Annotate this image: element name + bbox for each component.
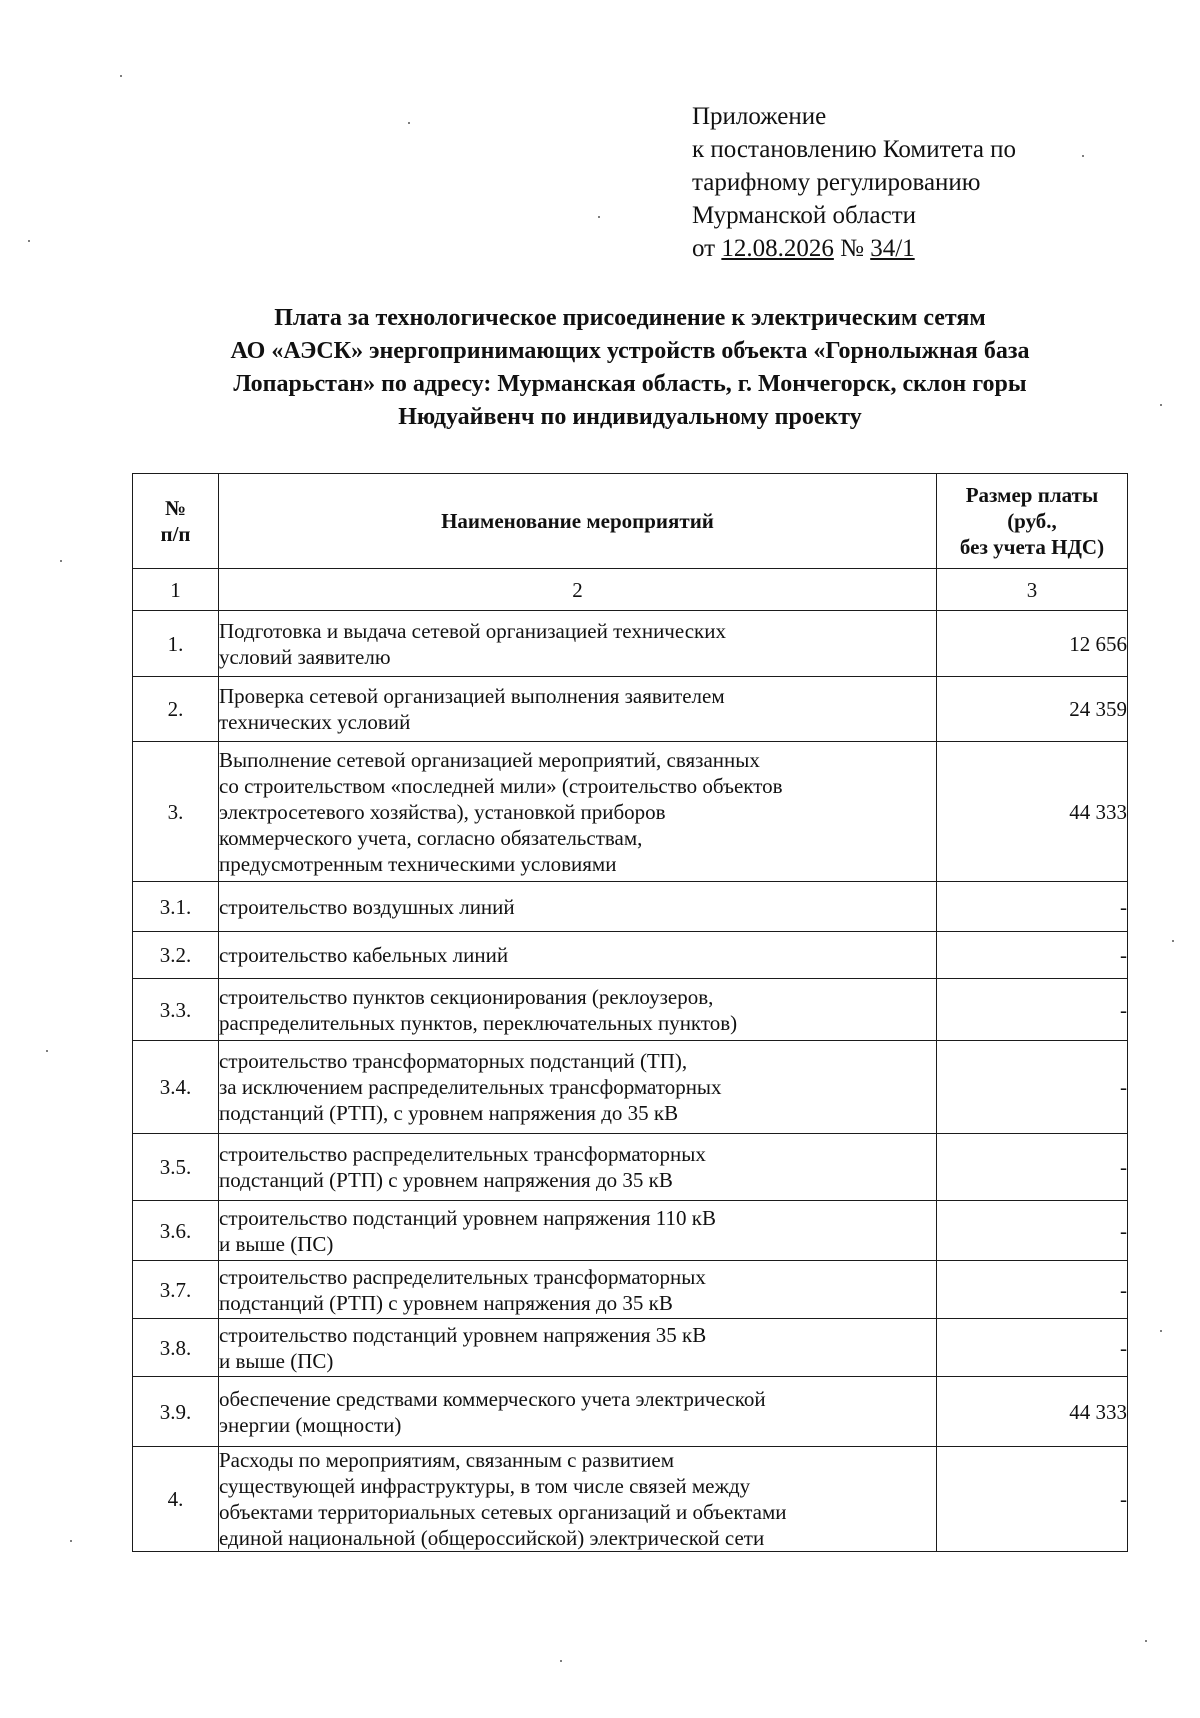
row-activity-name (219, 742, 937, 882)
activity-name-line: и выше (ПС) (219, 1348, 334, 1373)
table-row (133, 1377, 1128, 1447)
activity-name-line: единой национальной (общероссийской) электрической сети (219, 1526, 765, 1550)
row-fee-value: - (937, 932, 1128, 979)
table-row (133, 677, 1128, 742)
activity-name-line: условий заявителю (219, 644, 391, 669)
row-fee-value: 44 333 (937, 742, 1128, 882)
activity-name-line: электросетевого хозяйства), установкой приборов (219, 799, 666, 824)
header-name: Наименование мероприятий (219, 474, 937, 569)
activity-name-line: распределительных пунктов, переключательных пунктов) (219, 1010, 738, 1035)
row-fee-value: - (937, 979, 1128, 1041)
activity-name-line: строительство распределительных трансформаторных (219, 1264, 706, 1289)
scan-speck (1160, 1330, 1162, 1332)
table-row (133, 932, 1128, 979)
table-row (133, 1134, 1128, 1201)
activity-name-line: технических условий (219, 710, 411, 734)
scan-speck (46, 1050, 48, 1052)
row-activity-name (219, 882, 937, 932)
row-number: 3.3. (133, 979, 219, 1041)
scan-speck (560, 1660, 562, 1662)
row-number: 2. (133, 677, 219, 742)
activity-name-line: Расходы по мероприятиям, связанным с развитием (219, 1448, 675, 1472)
column-numbers-row (133, 569, 1128, 611)
activity-name-line: и выше (ПС) (219, 1231, 334, 1256)
table-row (133, 979, 1128, 1041)
scan-speck (598, 216, 600, 218)
table-row (133, 1447, 1128, 1552)
activity-name-line: обеспечение средствами коммерческого учета электрической (219, 1386, 766, 1411)
row-activity-name (219, 1201, 937, 1261)
row-fee-value: - (937, 882, 1128, 932)
title-line: Нюдуайвенч по индивидуальному проекту (398, 404, 862, 430)
table-body (133, 611, 1128, 1552)
row-number: 1. (133, 611, 219, 677)
row-activity-name (219, 611, 937, 677)
table-row (133, 742, 1128, 882)
row-number: 3.8. (133, 1319, 219, 1377)
row-activity-name (219, 1134, 937, 1201)
header-number-line: п/п (160, 522, 191, 546)
activity-name-line: подстанций (РТП), с уровнем напряжения до 35 кВ (219, 1101, 679, 1125)
scan-speck (1145, 1640, 1147, 1642)
activity-name-line: строительство распределительных трансформаторных (219, 1142, 706, 1166)
row-number: 3.4. (133, 1041, 219, 1134)
appendix-line: Приложение (692, 103, 827, 130)
title-line: АО «АЭСК» энергопринимающих устройств объекта «Горнолыжная база (230, 338, 1030, 364)
table-row (133, 1201, 1128, 1261)
activity-name-line: строительство кабельных линий (219, 943, 509, 967)
scan-speck (60, 560, 62, 562)
from-label: от (692, 235, 716, 262)
row-fee-value: - (937, 1134, 1128, 1201)
header-size-line: без учета НДС) (959, 535, 1105, 559)
title-line: Лопарьстан» по адресу: Мурманская область, г. Мончегорск, склон горы (233, 371, 1027, 397)
document-title (130, 302, 1130, 434)
row-activity-name (219, 1319, 937, 1377)
row-activity-name (219, 1377, 937, 1447)
appendix-block (692, 100, 1152, 265)
title-line: Плата за технологическое присоединение к электрическим сетям (274, 305, 986, 331)
scan-speck (28, 240, 30, 242)
appendix-date-line (692, 232, 1152, 265)
activity-name-line: строительство подстанций уровнем напряжения 35 кВ (219, 1322, 707, 1347)
number-sign: № (840, 235, 864, 262)
resolution-number: 34/1 (870, 235, 915, 262)
scan-speck (1160, 404, 1162, 406)
scan-speck (1172, 940, 1174, 942)
row-activity-name (219, 932, 937, 979)
scan-speck (120, 75, 122, 77)
row-fee-value: - (937, 1201, 1128, 1261)
row-number: 4. (133, 1447, 219, 1552)
table-row (133, 1319, 1128, 1377)
row-activity-name (219, 677, 937, 742)
row-activity-name (219, 1041, 937, 1134)
column-number: 2 (219, 569, 937, 611)
row-fee-value: - (937, 1319, 1128, 1377)
activity-name-line: Выполнение сетевой организацией мероприятий, связанных (219, 747, 760, 772)
row-number: 3.6. (133, 1201, 219, 1261)
row-fee-value: - (937, 1447, 1128, 1552)
header-size-line: Размер платы (965, 483, 1099, 507)
appendix-line: тарифному регулированию (692, 169, 981, 196)
activity-name-line: строительство пунктов секционирования (реклоузеров, (219, 984, 714, 1009)
activity-name-line: энергии (мощности) (219, 1412, 402, 1437)
appendix-line: к постановлению Комитета по (692, 136, 1017, 163)
table-row (133, 882, 1128, 932)
activity-name-line: существующей инфраструктуры, в том числе связей между (219, 1474, 751, 1498)
row-activity-name (219, 1447, 937, 1552)
resolution-date: 12.08.2026 (721, 235, 834, 262)
row-number: 3. (133, 742, 219, 882)
header-size (937, 474, 1128, 569)
header-number (133, 474, 219, 569)
row-fee-value: 24 359 (937, 677, 1128, 742)
row-fee-value: 12 656 (937, 611, 1128, 677)
column-number: 1 (133, 569, 219, 611)
header-number-line: № (164, 496, 187, 520)
scan-speck (1082, 155, 1084, 157)
activity-name-line: коммерческого учета, согласно обязательствам, (219, 825, 643, 850)
scan-speck (408, 122, 410, 124)
activity-name-line: строительство подстанций уровнем напряжения 110 кВ (219, 1205, 716, 1230)
fee-table (132, 473, 1128, 1552)
activity-name-line: Проверка сетевой организацией выполнения заявителем (219, 684, 725, 708)
activity-name-line: строительство воздушных линий (219, 894, 515, 919)
header-size-line: (руб., (1007, 509, 1057, 533)
table-row (133, 611, 1128, 677)
activity-name-line: подстанций (РТП) с уровнем напряжения до 35 кВ (219, 1290, 673, 1315)
row-fee-value: - (937, 1261, 1128, 1319)
activity-name-line: со строительством «последней мили» (строительство объектов (219, 773, 783, 798)
row-fee-value: 44 333 (937, 1377, 1128, 1447)
row-number: 3.2. (133, 932, 219, 979)
table-row (133, 1041, 1128, 1134)
activity-name-line: строительство трансформаторных подстанций (ТП), (219, 1049, 688, 1073)
row-number: 3.5. (133, 1134, 219, 1201)
table-row (133, 1261, 1128, 1319)
row-activity-name (219, 1261, 937, 1319)
table-header-row (133, 474, 1128, 569)
row-activity-name (219, 979, 937, 1041)
row-number: 3.7. (133, 1261, 219, 1319)
row-number: 3.1. (133, 882, 219, 932)
row-fee-value: - (937, 1041, 1128, 1134)
activity-name-line: подстанций (РТП) с уровнем напряжения до 35 кВ (219, 1168, 673, 1192)
scan-speck (70, 1540, 72, 1542)
appendix-line: Мурманской области (692, 202, 917, 229)
activity-name-line: предусмотренным техническими условиями (219, 851, 617, 876)
activity-name-line: Подготовка и выдача сетевой организацией технических (219, 618, 726, 643)
column-number: 3 (937, 569, 1128, 611)
activity-name-line: за исключением распределительных трансформаторных (219, 1075, 722, 1099)
row-number: 3.9. (133, 1377, 219, 1447)
activity-name-line: объектами территориальных сетевых организаций и объектами (219, 1500, 787, 1524)
